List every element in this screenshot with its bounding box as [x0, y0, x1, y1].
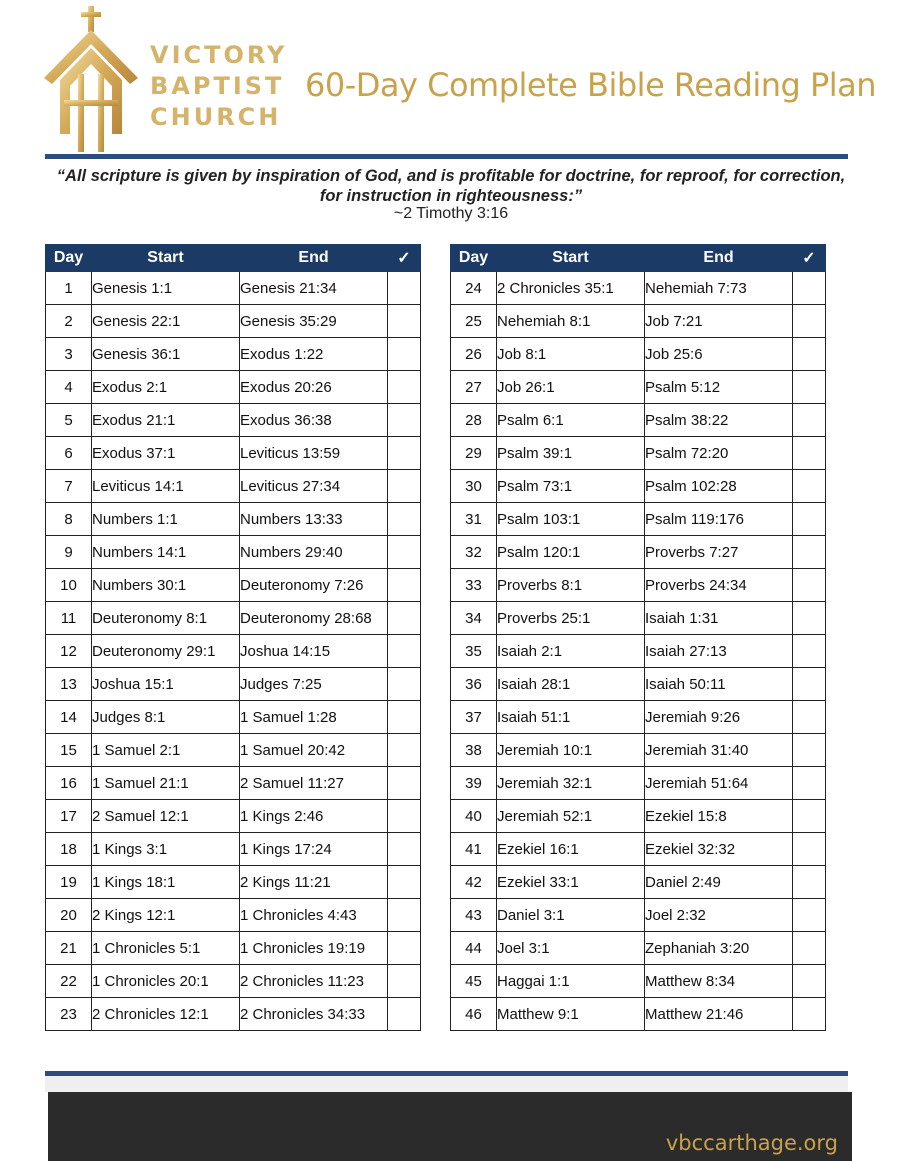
website-link[interactable]: vbccarthage.org — [665, 1131, 838, 1155]
checkbox-cell[interactable] — [793, 437, 826, 470]
end-cell: Exodus 20:26 — [240, 371, 388, 404]
column-header-end: End — [240, 245, 388, 272]
start-cell: Numbers 1:1 — [92, 503, 240, 536]
start-cell: Matthew 9:1 — [497, 998, 645, 1031]
end-cell: Deuteronomy 7:26 — [240, 569, 388, 602]
column-header-start: Start — [92, 245, 240, 272]
table-row — [451, 602, 826, 635]
checkbox-cell[interactable] — [388, 998, 421, 1031]
checkbox-cell[interactable] — [793, 635, 826, 668]
end-cell: 2 Kings 11:21 — [240, 866, 388, 899]
checkbox-cell[interactable] — [793, 866, 826, 899]
day-cell: 31 — [451, 503, 497, 536]
day-cell: 23 — [46, 998, 92, 1031]
day-cell: 32 — [451, 536, 497, 569]
end-cell: 1 Kings 2:46 — [240, 800, 388, 833]
day-cell: 35 — [451, 635, 497, 668]
end-cell: 1 Chronicles 19:19 — [240, 932, 388, 965]
checkbox-cell[interactable] — [793, 965, 826, 998]
end-cell: Psalm 72:20 — [645, 437, 793, 470]
start-cell: Psalm 6:1 — [497, 404, 645, 437]
start-cell: Jeremiah 32:1 — [497, 767, 645, 800]
end-cell: Numbers 29:40 — [240, 536, 388, 569]
day-cell: 9 — [46, 536, 92, 569]
checkbox-cell[interactable] — [388, 899, 421, 932]
end-cell: Job 25:6 — [645, 338, 793, 371]
day-cell: 22 — [46, 965, 92, 998]
checkbox-cell[interactable] — [793, 569, 826, 602]
checkbox-cell[interactable] — [388, 701, 421, 734]
reading-table-right — [450, 244, 826, 1031]
table-row — [46, 635, 421, 668]
table-row — [46, 338, 421, 371]
day-cell: 45 — [451, 965, 497, 998]
end-cell: Zephaniah 3:20 — [645, 932, 793, 965]
day-cell: 17 — [46, 800, 92, 833]
checkbox-cell[interactable] — [793, 272, 826, 305]
checkbox-cell[interactable] — [793, 503, 826, 536]
start-cell: Exodus 21:1 — [92, 404, 240, 437]
day-cell: 39 — [451, 767, 497, 800]
start-cell: 2 Chronicles 12:1 — [92, 998, 240, 1031]
table-row — [46, 932, 421, 965]
day-cell: 42 — [451, 866, 497, 899]
day-cell: 41 — [451, 833, 497, 866]
start-cell: Genesis 22:1 — [92, 305, 240, 338]
end-cell: 1 Samuel 20:42 — [240, 734, 388, 767]
end-cell: Psalm 38:22 — [645, 404, 793, 437]
start-cell: Psalm 120:1 — [497, 536, 645, 569]
end-cell: Leviticus 13:59 — [240, 437, 388, 470]
checkbox-cell[interactable] — [388, 404, 421, 437]
table-row — [451, 668, 826, 701]
scripture-quote: “All scripture is given by inspiration of God, and is profitable for doctrine, for reproof, for correction, for instruction in righteousness:” — [56, 167, 846, 205]
church-name-line-3: CHURCH — [150, 103, 282, 131]
start-cell: Psalm 39:1 — [497, 437, 645, 470]
table-row — [46, 668, 421, 701]
start-cell: Proverbs 25:1 — [497, 602, 645, 635]
checkbox-cell[interactable] — [388, 437, 421, 470]
table-row — [451, 404, 826, 437]
table-row — [451, 272, 826, 305]
table-row — [451, 305, 826, 338]
day-cell: 20 — [46, 899, 92, 932]
day-cell: 3 — [46, 338, 92, 371]
checkbox-cell[interactable] — [793, 833, 826, 866]
checkbox-cell[interactable] — [388, 800, 421, 833]
day-cell: 34 — [451, 602, 497, 635]
column-header-start: Start — [497, 245, 645, 272]
table-row — [451, 800, 826, 833]
day-cell: 1 — [46, 272, 92, 305]
start-cell: 1 Samuel 21:1 — [92, 767, 240, 800]
checkbox-cell[interactable] — [388, 635, 421, 668]
day-cell: 2 — [46, 305, 92, 338]
start-cell: Numbers 30:1 — [92, 569, 240, 602]
end-cell: Deuteronomy 28:68 — [240, 602, 388, 635]
table-header-row — [46, 245, 421, 272]
day-cell: 38 — [451, 734, 497, 767]
table-row — [46, 899, 421, 932]
table-row — [451, 536, 826, 569]
start-cell: Job 8:1 — [497, 338, 645, 371]
table-row — [46, 800, 421, 833]
checkbox-cell[interactable] — [388, 569, 421, 602]
end-cell: Jeremiah 9:26 — [645, 701, 793, 734]
day-cell: 43 — [451, 899, 497, 932]
day-cell: 12 — [46, 635, 92, 668]
checkbox-cell[interactable] — [388, 272, 421, 305]
top-divider — [45, 154, 848, 159]
end-cell: Judges 7:25 — [240, 668, 388, 701]
checkbox-cell[interactable] — [388, 833, 421, 866]
end-cell: Leviticus 27:34 — [240, 470, 388, 503]
day-cell: 4 — [46, 371, 92, 404]
end-cell: Psalm 119:176 — [645, 503, 793, 536]
table-row — [451, 569, 826, 602]
day-cell: 18 — [46, 833, 92, 866]
day-cell: 25 — [451, 305, 497, 338]
start-cell: Isaiah 2:1 — [497, 635, 645, 668]
start-cell: Jeremiah 52:1 — [497, 800, 645, 833]
end-cell: Matthew 8:34 — [645, 965, 793, 998]
end-cell: 2 Chronicles 11:23 — [240, 965, 388, 998]
day-cell: 26 — [451, 338, 497, 371]
checkbox-cell[interactable] — [388, 536, 421, 569]
table-row — [451, 899, 826, 932]
start-cell: Haggai 1:1 — [497, 965, 645, 998]
checkbox-cell[interactable] — [388, 371, 421, 404]
table-row — [451, 965, 826, 998]
end-cell: Proverbs 24:34 — [645, 569, 793, 602]
start-cell: 2 Samuel 12:1 — [92, 800, 240, 833]
end-cell: Psalm 5:12 — [645, 371, 793, 404]
table-row — [451, 767, 826, 800]
day-cell: 44 — [451, 932, 497, 965]
reading-table-left — [45, 244, 421, 1031]
table-row — [46, 305, 421, 338]
start-cell: 1 Samuel 2:1 — [92, 734, 240, 767]
checkbox-cell[interactable] — [793, 602, 826, 635]
checkbox-cell[interactable] — [793, 470, 826, 503]
checkbox-cell[interactable] — [388, 767, 421, 800]
checkbox-cell[interactable] — [793, 734, 826, 767]
end-cell: 1 Kings 17:24 — [240, 833, 388, 866]
start-cell: Nehemiah 8:1 — [497, 305, 645, 338]
end-cell: Isaiah 27:13 — [645, 635, 793, 668]
start-cell: Ezekiel 16:1 — [497, 833, 645, 866]
checkbox-cell[interactable] — [388, 338, 421, 371]
day-cell: 33 — [451, 569, 497, 602]
start-cell: Psalm 103:1 — [497, 503, 645, 536]
start-cell: Job 26:1 — [497, 371, 645, 404]
table-row — [451, 437, 826, 470]
checkbox-cell[interactable] — [388, 305, 421, 338]
start-cell: Jeremiah 10:1 — [497, 734, 645, 767]
start-cell: Ezekiel 33:1 — [497, 866, 645, 899]
end-cell: Psalm 102:28 — [645, 470, 793, 503]
column-header-check: ✓ — [388, 245, 421, 272]
table-row — [451, 932, 826, 965]
table-row — [46, 470, 421, 503]
day-cell: 28 — [451, 404, 497, 437]
day-cell: 40 — [451, 800, 497, 833]
table-row — [46, 998, 421, 1031]
end-cell: Ezekiel 32:32 — [645, 833, 793, 866]
checkbox-cell[interactable] — [388, 866, 421, 899]
table-row — [46, 272, 421, 305]
day-cell: 15 — [46, 734, 92, 767]
checkbox-cell[interactable] — [388, 965, 421, 998]
start-cell: 2 Chronicles 35:1 — [497, 272, 645, 305]
checkbox-cell[interactable] — [388, 470, 421, 503]
end-cell: Jeremiah 31:40 — [645, 734, 793, 767]
end-cell: Nehemiah 7:73 — [645, 272, 793, 305]
start-cell: Psalm 73:1 — [497, 470, 645, 503]
day-cell: 11 — [46, 602, 92, 635]
day-cell: 24 — [451, 272, 497, 305]
end-cell: 1 Samuel 1:28 — [240, 701, 388, 734]
start-cell: 1 Kings 18:1 — [92, 866, 240, 899]
end-cell: 1 Chronicles 4:43 — [240, 899, 388, 932]
table-row — [46, 503, 421, 536]
footer-bar — [48, 1092, 852, 1161]
checkbox-cell[interactable] — [793, 998, 826, 1031]
table-row — [451, 503, 826, 536]
end-cell: Jeremiah 51:64 — [645, 767, 793, 800]
start-cell: Daniel 3:1 — [497, 899, 645, 932]
end-cell: Exodus 36:38 — [240, 404, 388, 437]
end-cell: Genesis 35:29 — [240, 305, 388, 338]
day-cell: 5 — [46, 404, 92, 437]
start-cell: Genesis 36:1 — [92, 338, 240, 371]
table-row — [451, 734, 826, 767]
start-cell: Deuteronomy 29:1 — [92, 635, 240, 668]
checkbox-cell[interactable] — [793, 932, 826, 965]
start-cell: Isaiah 28:1 — [497, 668, 645, 701]
start-cell: 1 Chronicles 20:1 — [92, 965, 240, 998]
column-header-day: Day — [46, 245, 92, 272]
checkbox-cell[interactable] — [388, 503, 421, 536]
checkbox-cell[interactable] — [793, 305, 826, 338]
checkbox-cell[interactable] — [388, 602, 421, 635]
start-cell: Judges 8:1 — [92, 701, 240, 734]
table-row — [451, 998, 826, 1031]
end-cell: Isaiah 1:31 — [645, 602, 793, 635]
column-header-day: Day — [451, 245, 497, 272]
checkbox-cell[interactable] — [793, 536, 826, 569]
start-cell: Joshua 15:1 — [92, 668, 240, 701]
start-cell: Joel 3:1 — [497, 932, 645, 965]
end-cell: 2 Chronicles 34:33 — [240, 998, 388, 1031]
start-cell: 1 Chronicles 5:1 — [92, 932, 240, 965]
checkbox-cell[interactable] — [388, 734, 421, 767]
table-header-row — [451, 245, 826, 272]
table-row — [451, 338, 826, 371]
table-row — [451, 701, 826, 734]
checkbox-cell[interactable] — [793, 338, 826, 371]
checkbox-cell[interactable] — [793, 899, 826, 932]
end-cell: Daniel 2:49 — [645, 866, 793, 899]
church-logo — [40, 4, 150, 154]
day-cell: 46 — [451, 998, 497, 1031]
plan-title: 60-Day Complete Bible Reading Plan — [305, 66, 877, 104]
end-cell: Joel 2:32 — [645, 899, 793, 932]
table-row — [46, 965, 421, 998]
checkbox-cell[interactable] — [388, 932, 421, 965]
end-cell: 2 Samuel 11:27 — [240, 767, 388, 800]
day-cell: 16 — [46, 767, 92, 800]
table-row — [46, 602, 421, 635]
day-cell: 27 — [451, 371, 497, 404]
start-cell: Deuteronomy 8:1 — [92, 602, 240, 635]
day-cell: 36 — [451, 668, 497, 701]
table-row — [46, 833, 421, 866]
start-cell: Genesis 1:1 — [92, 272, 240, 305]
table-row — [46, 734, 421, 767]
day-cell: 13 — [46, 668, 92, 701]
table-row — [46, 371, 421, 404]
end-cell: Exodus 1:22 — [240, 338, 388, 371]
start-cell: Exodus 37:1 — [92, 437, 240, 470]
table-row — [46, 404, 421, 437]
table-row — [46, 536, 421, 569]
church-name — [150, 40, 287, 133]
checkbox-cell[interactable] — [793, 371, 826, 404]
table-row — [46, 701, 421, 734]
end-cell: Isaiah 50:11 — [645, 668, 793, 701]
end-cell: Genesis 21:34 — [240, 272, 388, 305]
end-cell: Numbers 13:33 — [240, 503, 388, 536]
church-name-line-1: VICTORY — [150, 41, 288, 69]
start-cell: Leviticus 14:1 — [92, 470, 240, 503]
day-cell: 7 — [46, 470, 92, 503]
day-cell: 37 — [451, 701, 497, 734]
table-row — [46, 569, 421, 602]
day-cell: 19 — [46, 866, 92, 899]
table-row — [451, 635, 826, 668]
day-cell: 21 — [46, 932, 92, 965]
day-cell: 10 — [46, 569, 92, 602]
start-cell: Proverbs 8:1 — [497, 569, 645, 602]
table-row — [451, 371, 826, 404]
checkbox-cell[interactable] — [793, 767, 826, 800]
start-cell: 2 Kings 12:1 — [92, 899, 240, 932]
day-cell: 6 — [46, 437, 92, 470]
checkbox-cell[interactable] — [793, 800, 826, 833]
table-row — [46, 866, 421, 899]
church-name-line-2: BAPTIST — [150, 72, 285, 100]
start-cell: Numbers 14:1 — [92, 536, 240, 569]
checkbox-cell[interactable] — [388, 668, 421, 701]
day-cell: 14 — [46, 701, 92, 734]
start-cell: Isaiah 51:1 — [497, 701, 645, 734]
end-cell: Job 7:21 — [645, 305, 793, 338]
checkbox-cell[interactable] — [793, 701, 826, 734]
start-cell: Exodus 2:1 — [92, 371, 240, 404]
table-row — [451, 470, 826, 503]
table-row — [46, 437, 421, 470]
table-row — [451, 833, 826, 866]
scripture-citation: ~2 Timothy 3:16 — [393, 205, 509, 222]
table-row — [451, 866, 826, 899]
start-cell: 1 Kings 3:1 — [92, 833, 240, 866]
checkbox-cell[interactable] — [793, 668, 826, 701]
day-cell: 29 — [451, 437, 497, 470]
end-cell: Proverbs 7:27 — [645, 536, 793, 569]
column-header-end: End — [645, 245, 793, 272]
end-cell: Joshua 14:15 — [240, 635, 388, 668]
footer-gray-band — [45, 1076, 848, 1092]
end-cell: Ezekiel 15:8 — [645, 800, 793, 833]
checkbox-cell[interactable] — [793, 404, 826, 437]
day-cell: 30 — [451, 470, 497, 503]
table-row — [46, 767, 421, 800]
column-header-check: ✓ — [793, 245, 826, 272]
end-cell: Matthew 21:46 — [645, 998, 793, 1031]
day-cell: 8 — [46, 503, 92, 536]
